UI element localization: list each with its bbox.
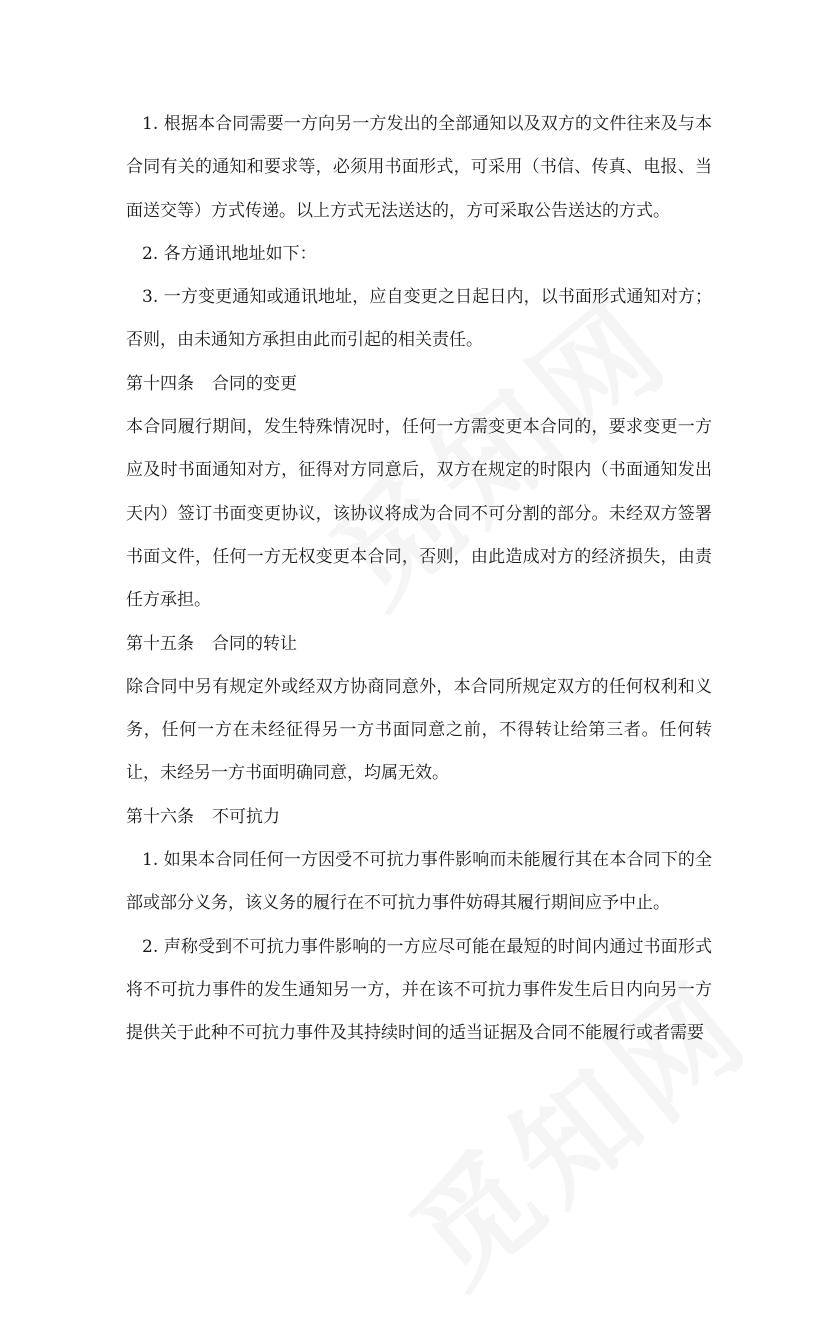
article-14-body: 本合同履行期间，发生特殊情况时，任何一方需变更本合同的，要求变更一方应及时书面通知对方，征得对方同意后，双方在规定的时限内（书面通知发出天内）签订书面变更协议，该协议将成为合同不可分割的部分。未经双方签署书面文件，任何一方无权变更本合同，否则，由此造成对方的经济损失，由责任方承担。 xyxy=(126,417,712,611)
article-15-body: 除合同中另有规定外或经双方协商同意外，本合同所规定双方的任何权利和义务，任何一方在未经征得另一方书面同意之前，不得转让给第三者。任何转让，未经另一方书面明确同意，均属无效。 xyxy=(126,676,712,784)
notice-item-2: 2. 各方通讯地址如下： xyxy=(142,243,317,264)
article-14-title: 合同的变更 xyxy=(212,373,297,394)
article-15-heading xyxy=(126,623,712,666)
article-14-number: 第十四条 xyxy=(126,373,194,394)
article-16-number: 第十六条 xyxy=(126,806,194,827)
article-16-item-1: 1. 如果本合同任何一方因受不可抗力事件影响而未能履行其在本合同下的全部或部分义务，该义务的履行在不可抗力事件妨碍其履行期间应予中止。 xyxy=(126,850,712,914)
notice-item-3: 3. 一方变更通知或通讯地址，应自变更之日起日内，以书面形式通知对方；否则，由未通知方承担由此而引起的相关责任。 xyxy=(126,287,712,351)
notice-item-1: 1. 根据本合同需要一方向另一方发出的全部通知以及双方的文件往来及与本合同有关的通知和要求等，必须用书面形式，可采用（书信、传真、电报、当面送交等）方式传递。以上方式无法送达的，方可采取公告送达的方式。 xyxy=(126,114,712,221)
article-15-number: 第十五条 xyxy=(126,633,194,654)
article-16-title: 不可抗力 xyxy=(212,806,280,827)
article-16-item-2: 2. 声称受到不可抗力事件影响的一方应尽可能在最短的时间内通过书面形式将不可抗力事件的发生通知另一方，并在该不可抗力事件发生后日内向另一方提供关于此种不可抗力事件及其持续时间的适当证据及合同不能履行或者需要 xyxy=(126,936,712,1044)
article-14-heading xyxy=(126,363,712,406)
article-15-title: 合同的转让 xyxy=(212,633,297,654)
document-body xyxy=(126,103,712,1056)
article-16-heading xyxy=(126,796,712,839)
